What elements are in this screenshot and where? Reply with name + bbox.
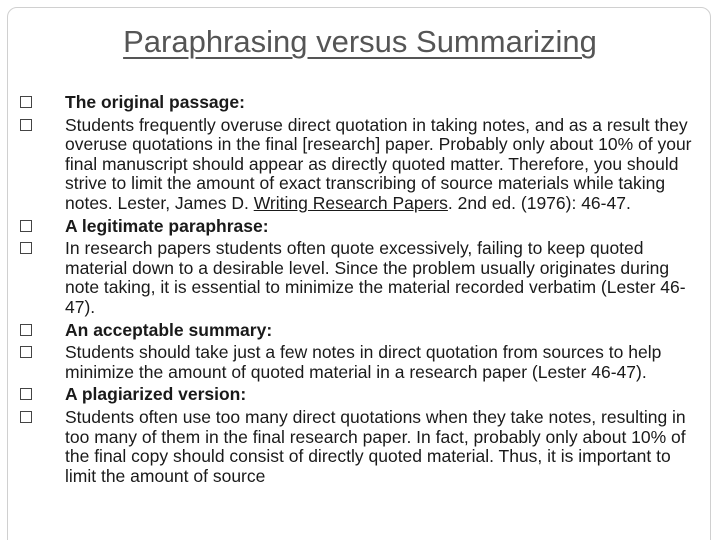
list-item-summary-text bbox=[20, 343, 700, 382]
checkbox-bullet-icon bbox=[20, 346, 32, 358]
list-item-text: A legitimate paraphrase: bbox=[65, 215, 269, 236]
list-item-original-heading bbox=[20, 93, 700, 113]
checkbox-bullet-icon bbox=[20, 242, 32, 254]
list-item-text: The original passage: bbox=[65, 92, 245, 112]
checkbox-bullet-icon bbox=[20, 388, 32, 400]
list-item-text: Students frequently overuse direct quotation in taking notes, and as a result they overuse quotations in the final [research] paper. Probably only about 10% of your final manuscript should appear as directly quoted matter. Therefore, you should strive to limit the amount of exact transcribing of source materials while taking notes. Lester, James D. bbox=[65, 114, 692, 213]
list-item-summary-heading bbox=[20, 321, 700, 341]
list-item-plagiarized-heading bbox=[20, 385, 700, 405]
list-item-text: Students often use too many direct quotations when they take notes, resulting in too many of them in the final research paper. In fact, probably only about 10% of the final copy should consist of directly quoted material. Thus, it is important to limit the amount of source bbox=[65, 406, 686, 486]
list-item-plagiarized-text bbox=[20, 408, 700, 486]
list-item-paraphrase-heading bbox=[20, 217, 700, 237]
checkbox-bullet-icon bbox=[20, 119, 32, 131]
checkbox-bullet-icon bbox=[20, 324, 32, 336]
list-item-text: A plagiarized version: bbox=[65, 384, 247, 405]
checkbox-bullet-icon bbox=[20, 220, 32, 232]
checkbox-bullet-icon bbox=[20, 411, 32, 423]
list-item-paraphrase-text bbox=[20, 239, 700, 317]
checkbox-bullet-icon bbox=[20, 96, 32, 108]
slide-title: Paraphrasing versus Summarizing bbox=[123, 24, 597, 59]
list-item-original-passage bbox=[20, 116, 700, 214]
book-title-text: Writing Research Papers bbox=[253, 192, 448, 213]
list-item-text: An acceptable summary: bbox=[65, 319, 273, 340]
list-item-text: In research papers students often quote excessively, failing to keep quoted material down to a desirable level. Since the problem usually originates during note taking, it is essential to minimize the material recorded verbatim (Lester 46-47). bbox=[65, 238, 686, 317]
citation-tail-text: . 2nd ed. (1976): 46-47. bbox=[447, 192, 631, 213]
bullet-list bbox=[20, 93, 700, 489]
list-item-text: Students should take just a few notes in direct quotation from sources to help minimize the amount of quoted material in a research paper (Lester 46-47). bbox=[65, 342, 662, 382]
